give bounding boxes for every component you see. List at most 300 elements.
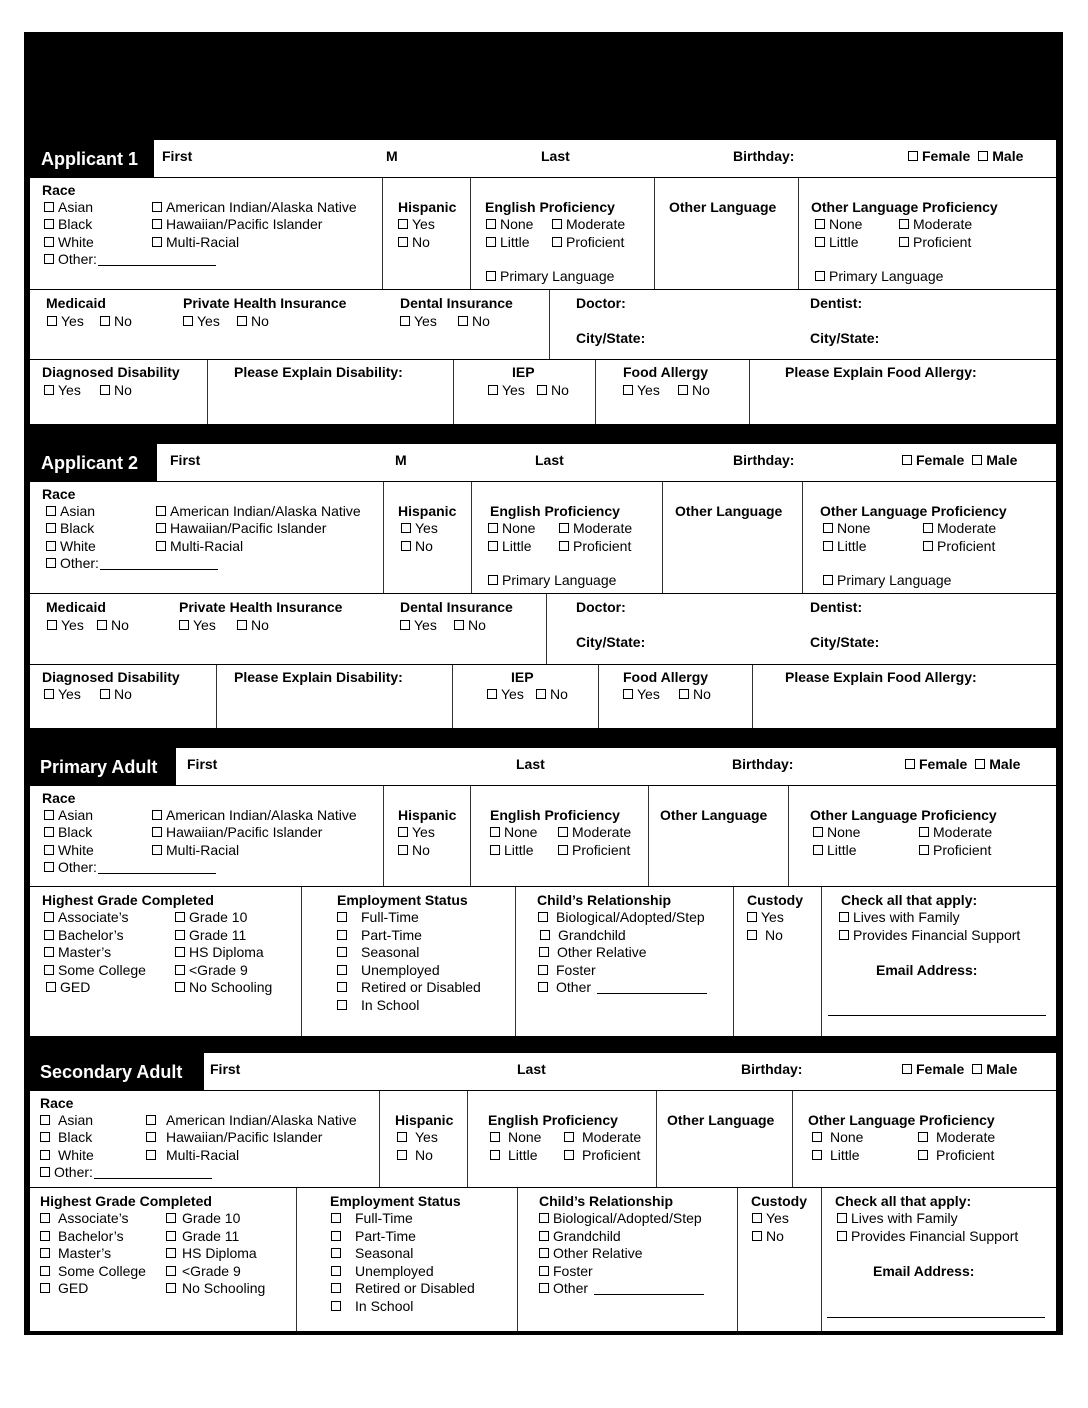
checkbox-icon[interactable] xyxy=(558,845,568,855)
race-hawaiian[interactable] xyxy=(152,824,322,840)
grade-less-than-9[interactable] xyxy=(175,962,248,978)
medicaid-no[interactable] xyxy=(97,617,129,633)
checkbox-icon[interactable] xyxy=(152,845,162,855)
doctor-city-state-field[interactable]: City/State: xyxy=(576,634,646,650)
checkbox-icon[interactable] xyxy=(813,827,823,837)
grade-masters[interactable] xyxy=(44,944,111,960)
checkbox-icon[interactable] xyxy=(331,1213,341,1223)
checkbox-icon[interactable] xyxy=(899,219,909,229)
checkbox-icon[interactable] xyxy=(400,620,410,630)
hispanic-yes[interactable] xyxy=(397,1129,438,1145)
checkbox-icon[interactable] xyxy=(899,237,909,247)
checkbox-icon[interactable] xyxy=(146,1150,156,1160)
employment-part-time[interactable] xyxy=(337,927,422,943)
checkbox-icon[interactable] xyxy=(398,219,408,229)
other-lang-moderate[interactable] xyxy=(919,824,992,840)
hispanic-yes[interactable] xyxy=(398,824,435,840)
checkbox-icon[interactable] xyxy=(538,982,548,992)
checkbox-icon[interactable] xyxy=(540,930,550,940)
race-american-indian[interactable] xyxy=(152,199,357,215)
explain-food-allergy-field[interactable] xyxy=(752,665,1056,728)
checkbox-icon[interactable] xyxy=(552,219,562,229)
dental-insurance-no[interactable] xyxy=(454,617,486,633)
food-allergy-yes[interactable] xyxy=(623,686,660,702)
race-asian[interactable] xyxy=(46,503,95,519)
medicaid-yes[interactable] xyxy=(47,313,84,329)
checkbox-icon[interactable] xyxy=(44,385,54,395)
english-little[interactable] xyxy=(486,234,530,250)
birthday-field[interactable]: Birthday: xyxy=(733,148,795,164)
hispanic-yes[interactable] xyxy=(401,520,438,536)
checkbox-icon[interactable] xyxy=(823,523,833,533)
checkbox-icon[interactable] xyxy=(839,930,849,940)
checkbox-icon[interactable] xyxy=(46,541,56,551)
checkbox-icon[interactable] xyxy=(47,620,57,630)
other-specify-field[interactable] xyxy=(94,1166,212,1179)
dentist-city-state-field[interactable]: City/State: xyxy=(810,634,880,650)
employment-unemployed[interactable] xyxy=(331,1263,434,1279)
employment-in-school[interactable] xyxy=(337,997,419,1013)
custody-no[interactable] xyxy=(747,927,783,943)
female-checkbox[interactable] xyxy=(905,759,915,769)
checkbox-icon[interactable] xyxy=(559,523,569,533)
relationship-other[interactable] xyxy=(538,979,707,995)
checkbox-icon[interactable] xyxy=(152,202,162,212)
checkbox-icon[interactable] xyxy=(44,862,54,872)
checkbox-icon[interactable] xyxy=(539,947,549,957)
checkbox-icon[interactable] xyxy=(823,575,833,585)
race-black[interactable] xyxy=(44,824,92,840)
english-none[interactable] xyxy=(488,520,535,536)
hispanic-no[interactable] xyxy=(398,842,430,858)
checkbox-icon[interactable] xyxy=(331,1248,341,1258)
last-name-field[interactable]: Last xyxy=(517,1061,546,1077)
other-lang-moderate[interactable] xyxy=(918,1129,995,1145)
checkbox-icon[interactable] xyxy=(488,385,498,395)
female-checkbox[interactable] xyxy=(908,151,918,161)
race-multi-racial[interactable] xyxy=(152,842,239,858)
checkbox-icon[interactable] xyxy=(490,845,500,855)
checkbox-icon[interactable] xyxy=(919,845,929,855)
explain-disability-field[interactable] xyxy=(216,665,452,728)
email-address-field[interactable] xyxy=(828,1015,1046,1016)
checkbox-icon[interactable] xyxy=(40,1150,50,1160)
relationship-foster[interactable] xyxy=(539,1263,593,1279)
checkbox-icon[interactable] xyxy=(337,947,347,957)
checkbox-icon[interactable] xyxy=(44,947,54,957)
race-black[interactable] xyxy=(44,216,92,232)
checkbox-icon[interactable] xyxy=(44,930,54,940)
race-other[interactable] xyxy=(40,1164,212,1180)
grade-10[interactable] xyxy=(166,1210,240,1226)
grade-11[interactable] xyxy=(166,1228,239,1244)
disability-yes[interactable] xyxy=(44,382,81,398)
employment-unemployed[interactable] xyxy=(337,962,440,978)
other-specify-field[interactable] xyxy=(98,861,216,874)
middle-initial-field[interactable]: M xyxy=(395,452,407,468)
birthday-field[interactable]: Birthday: xyxy=(733,452,795,468)
race-other[interactable] xyxy=(46,555,218,571)
private-insurance-no[interactable] xyxy=(237,313,269,329)
iep-yes[interactable] xyxy=(488,382,525,398)
checkbox-icon[interactable] xyxy=(537,385,547,395)
checkbox-icon[interactable] xyxy=(539,1266,549,1276)
checkbox-icon[interactable] xyxy=(152,219,162,229)
checkbox-icon[interactable] xyxy=(923,541,933,551)
checkbox-icon[interactable] xyxy=(46,506,56,516)
checkbox-icon[interactable] xyxy=(44,237,54,247)
checkbox-icon[interactable] xyxy=(156,523,166,533)
custody-yes[interactable] xyxy=(752,1210,789,1226)
grade-less-than-9[interactable] xyxy=(166,1263,241,1279)
custody-no[interactable] xyxy=(752,1228,784,1244)
medicaid-no[interactable] xyxy=(100,313,132,329)
grade-no-schooling[interactable] xyxy=(166,1280,265,1296)
checkbox-icon[interactable] xyxy=(175,965,185,975)
other-lang-primary-language[interactable] xyxy=(815,268,943,284)
grade-bachelors[interactable] xyxy=(44,927,124,943)
disability-yes[interactable] xyxy=(44,686,81,702)
grade-some-college[interactable] xyxy=(40,1263,146,1279)
race-black[interactable] xyxy=(40,1129,92,1145)
race-hawaiian[interactable] xyxy=(146,1129,322,1145)
checkbox-icon[interactable] xyxy=(490,827,500,837)
checkbox-icon[interactable] xyxy=(623,689,633,699)
middle-initial-field[interactable]: M xyxy=(386,148,398,164)
checkbox-icon[interactable] xyxy=(152,810,162,820)
checkbox-icon[interactable] xyxy=(539,1248,549,1258)
checkbox-icon[interactable] xyxy=(918,1132,928,1142)
grade-10[interactable] xyxy=(175,909,247,925)
checkbox-icon[interactable] xyxy=(401,523,411,533)
grade-associates[interactable] xyxy=(40,1210,129,1226)
employment-full-time[interactable] xyxy=(337,909,419,925)
checkbox-icon[interactable] xyxy=(331,1283,341,1293)
checkbox-icon[interactable] xyxy=(678,385,688,395)
relationship-biological[interactable] xyxy=(538,909,705,925)
first-name-field[interactable]: First xyxy=(162,148,193,164)
checkbox-icon[interactable] xyxy=(40,1167,50,1177)
checkbox-icon[interactable] xyxy=(46,558,56,568)
hispanic-yes[interactable] xyxy=(398,216,435,232)
checkbox-icon[interactable] xyxy=(331,1231,341,1241)
provides-financial-support[interactable] xyxy=(837,1228,1018,1244)
race-black[interactable] xyxy=(46,520,94,536)
private-insurance-yes[interactable] xyxy=(183,313,220,329)
checkbox-icon[interactable] xyxy=(152,237,162,247)
english-moderate[interactable] xyxy=(552,216,625,232)
checkbox-icon[interactable] xyxy=(486,271,496,281)
race-other[interactable] xyxy=(44,251,216,267)
employment-in-school[interactable] xyxy=(331,1298,413,1314)
private-insurance-yes[interactable] xyxy=(179,617,216,633)
dental-insurance-no[interactable] xyxy=(458,313,490,329)
email-address-field[interactable] xyxy=(827,1317,1045,1318)
race-american-indian[interactable] xyxy=(156,503,361,519)
grade-some-college[interactable] xyxy=(44,962,146,978)
checkbox-icon[interactable] xyxy=(179,620,189,630)
relationship-foster[interactable] xyxy=(538,962,596,978)
explain-food-allergy-field[interactable] xyxy=(749,360,1056,424)
checkbox-icon[interactable] xyxy=(747,930,757,940)
other-specify-field[interactable] xyxy=(594,1282,704,1295)
checkbox-icon[interactable] xyxy=(44,254,54,264)
other-lang-proficient[interactable] xyxy=(919,842,991,858)
checkbox-icon[interactable] xyxy=(237,316,247,326)
provides-financial-support[interactable] xyxy=(839,927,1020,943)
other-lang-none[interactable] xyxy=(813,824,860,840)
race-hawaiian[interactable] xyxy=(156,520,326,536)
grade-ged[interactable] xyxy=(40,1280,88,1296)
other-lang-proficient[interactable] xyxy=(918,1147,994,1163)
checkbox-icon[interactable] xyxy=(823,541,833,551)
checkbox-icon[interactable] xyxy=(552,237,562,247)
checkbox-icon[interactable] xyxy=(401,541,411,551)
checkbox-icon[interactable] xyxy=(539,1283,549,1293)
grade-hs-diploma[interactable] xyxy=(175,944,264,960)
checkbox-icon[interactable] xyxy=(679,689,689,699)
checkbox-icon[interactable] xyxy=(100,689,110,699)
checkbox-icon[interactable] xyxy=(166,1231,176,1241)
checkbox-icon[interactable] xyxy=(44,845,54,855)
checkbox-icon[interactable] xyxy=(564,1150,574,1160)
relationship-other[interactable] xyxy=(539,1280,704,1296)
checkbox-icon[interactable] xyxy=(40,1248,50,1258)
dentist-field[interactable]: Dentist: xyxy=(810,599,863,615)
checkbox-icon[interactable] xyxy=(44,810,54,820)
english-moderate[interactable] xyxy=(558,824,631,840)
checkbox-icon[interactable] xyxy=(46,982,56,992)
race-white[interactable] xyxy=(46,538,96,554)
checkbox-icon[interactable] xyxy=(175,930,185,940)
checkbox-icon[interactable] xyxy=(44,202,54,212)
checkbox-icon[interactable] xyxy=(100,316,110,326)
checkbox-icon[interactable] xyxy=(44,689,54,699)
checkbox-icon[interactable] xyxy=(919,827,929,837)
english-little[interactable] xyxy=(490,1147,538,1163)
grade-11[interactable] xyxy=(175,927,246,943)
checkbox-icon[interactable] xyxy=(559,541,569,551)
checkbox-icon[interactable] xyxy=(337,912,347,922)
race-multi-racial[interactable] xyxy=(146,1147,239,1163)
checkbox-icon[interactable] xyxy=(558,827,568,837)
checkbox-icon[interactable] xyxy=(337,930,347,940)
grade-bachelors[interactable] xyxy=(40,1228,124,1244)
male-checkbox[interactable] xyxy=(975,759,985,769)
hispanic-no[interactable] xyxy=(398,234,430,250)
checkbox-icon[interactable] xyxy=(337,1000,347,1010)
other-lang-little[interactable] xyxy=(823,538,867,554)
employment-retired-disabled[interactable] xyxy=(331,1280,475,1296)
dental-insurance-yes[interactable] xyxy=(400,313,437,329)
dentist-field[interactable]: Dentist: xyxy=(810,295,863,311)
checkbox-icon[interactable] xyxy=(166,1213,176,1223)
checkbox-icon[interactable] xyxy=(536,689,546,699)
checkbox-icon[interactable] xyxy=(44,965,54,975)
checkbox-icon[interactable] xyxy=(752,1231,762,1241)
english-proficient[interactable] xyxy=(559,538,631,554)
checkbox-icon[interactable] xyxy=(458,316,468,326)
checkbox-icon[interactable] xyxy=(487,689,497,699)
race-white[interactable] xyxy=(40,1147,94,1163)
english-proficient[interactable] xyxy=(552,234,624,250)
checkbox-icon[interactable] xyxy=(337,965,347,975)
checkbox-icon[interactable] xyxy=(166,1283,176,1293)
relationship-grandchild[interactable] xyxy=(540,927,626,943)
race-other[interactable] xyxy=(44,859,216,875)
other-lang-none[interactable] xyxy=(812,1129,863,1145)
english-none[interactable] xyxy=(490,824,537,840)
custody-yes[interactable] xyxy=(747,909,784,925)
checkbox-icon[interactable] xyxy=(146,1132,156,1142)
other-specify-field[interactable] xyxy=(597,981,707,994)
checkbox-icon[interactable] xyxy=(398,237,408,247)
checkbox-icon[interactable] xyxy=(564,1132,574,1142)
birthday-field[interactable]: Birthday: xyxy=(732,756,794,772)
race-american-indian[interactable] xyxy=(152,807,357,823)
checkbox-icon[interactable] xyxy=(40,1266,50,1276)
checkbox-icon[interactable] xyxy=(539,1213,549,1223)
male-checkbox[interactable] xyxy=(972,455,982,465)
checkbox-icon[interactable] xyxy=(815,219,825,229)
birthday-field[interactable]: Birthday: xyxy=(741,1061,803,1077)
checkbox-icon[interactable] xyxy=(152,827,162,837)
checkbox-icon[interactable] xyxy=(623,385,633,395)
doctor-field[interactable]: Doctor: xyxy=(576,295,626,311)
disability-no[interactable] xyxy=(100,686,132,702)
race-multi-racial[interactable] xyxy=(156,538,243,554)
english-none[interactable] xyxy=(490,1129,541,1145)
english-moderate[interactable] xyxy=(564,1129,641,1145)
relationship-other-relative[interactable] xyxy=(539,1245,642,1261)
checkbox-icon[interactable] xyxy=(837,1231,847,1241)
employment-seasonal[interactable] xyxy=(337,944,419,960)
english-little[interactable] xyxy=(488,538,532,554)
hispanic-no[interactable] xyxy=(397,1147,433,1163)
grade-masters[interactable] xyxy=(40,1245,111,1261)
checkbox-icon[interactable] xyxy=(183,316,193,326)
checkbox-icon[interactable] xyxy=(156,541,166,551)
checkbox-icon[interactable] xyxy=(337,982,347,992)
grade-hs-diploma[interactable] xyxy=(166,1245,257,1261)
other-lang-little[interactable] xyxy=(815,234,859,250)
iep-no[interactable] xyxy=(536,686,568,702)
employment-full-time[interactable] xyxy=(331,1210,413,1226)
checkbox-icon[interactable] xyxy=(488,541,498,551)
food-allergy-no[interactable] xyxy=(679,686,711,702)
other-lang-none[interactable] xyxy=(815,216,862,232)
checkbox-icon[interactable] xyxy=(918,1150,928,1160)
race-multi-racial[interactable] xyxy=(152,234,239,250)
checkbox-icon[interactable] xyxy=(175,912,185,922)
last-name-field[interactable]: Last xyxy=(535,452,564,468)
race-asian[interactable] xyxy=(44,807,93,823)
checkbox-icon[interactable] xyxy=(100,385,110,395)
checkbox-icon[interactable] xyxy=(156,506,166,516)
dental-insurance-yes[interactable] xyxy=(400,617,437,633)
checkbox-icon[interactable] xyxy=(40,1115,50,1125)
other-lang-proficient[interactable] xyxy=(923,538,995,554)
checkbox-icon[interactable] xyxy=(490,1150,500,1160)
checkbox-icon[interactable] xyxy=(398,827,408,837)
checkbox-icon[interactable] xyxy=(166,1266,176,1276)
checkbox-icon[interactable] xyxy=(146,1115,156,1125)
grade-no-schooling[interactable] xyxy=(175,979,272,995)
female-checkbox[interactable] xyxy=(902,1064,912,1074)
race-asian[interactable] xyxy=(44,199,93,215)
race-asian[interactable] xyxy=(40,1112,93,1128)
checkbox-icon[interactable] xyxy=(44,912,54,922)
last-name-field[interactable]: Last xyxy=(541,148,570,164)
checkbox-icon[interactable] xyxy=(47,316,57,326)
checkbox-icon[interactable] xyxy=(397,1150,407,1160)
other-lang-moderate[interactable] xyxy=(923,520,996,536)
checkbox-icon[interactable] xyxy=(747,912,757,922)
grade-ged[interactable] xyxy=(46,979,90,995)
other-lang-little[interactable] xyxy=(813,842,857,858)
checkbox-icon[interactable] xyxy=(752,1213,762,1223)
checkbox-icon[interactable] xyxy=(839,912,849,922)
relationship-grandchild[interactable] xyxy=(539,1228,621,1244)
lives-with-family[interactable] xyxy=(839,909,960,925)
checkbox-icon[interactable] xyxy=(331,1301,341,1311)
other-lang-moderate[interactable] xyxy=(899,216,972,232)
lives-with-family[interactable] xyxy=(837,1210,958,1226)
male-checkbox[interactable] xyxy=(972,1064,982,1074)
checkbox-icon[interactable] xyxy=(40,1231,50,1241)
other-specify-field[interactable] xyxy=(98,253,216,266)
checkbox-icon[interactable] xyxy=(40,1213,50,1223)
other-lang-primary-language[interactable] xyxy=(823,572,951,588)
checkbox-icon[interactable] xyxy=(488,575,498,585)
checkbox-icon[interactable] xyxy=(40,1283,50,1293)
food-allergy-yes[interactable] xyxy=(623,382,660,398)
doctor-city-state-field[interactable]: City/State: xyxy=(576,330,646,346)
checkbox-icon[interactable] xyxy=(397,1132,407,1142)
medicaid-yes[interactable] xyxy=(47,617,84,633)
checkbox-icon[interactable] xyxy=(40,1132,50,1142)
checkbox-icon[interactable] xyxy=(46,523,56,533)
checkbox-icon[interactable] xyxy=(166,1248,176,1258)
other-lang-little[interactable] xyxy=(812,1147,860,1163)
english-primary-language[interactable] xyxy=(488,572,616,588)
checkbox-icon[interactable] xyxy=(538,965,548,975)
checkbox-icon[interactable] xyxy=(486,237,496,247)
last-name-field[interactable]: Last xyxy=(516,756,545,772)
english-primary-language[interactable] xyxy=(486,268,614,284)
english-little[interactable] xyxy=(490,842,534,858)
relationship-other-relative[interactable] xyxy=(539,944,646,960)
explain-disability-field[interactable] xyxy=(207,360,453,424)
grade-associates[interactable] xyxy=(44,909,129,925)
checkbox-icon[interactable] xyxy=(815,237,825,247)
checkbox-icon[interactable] xyxy=(837,1213,847,1223)
checkbox-icon[interactable] xyxy=(812,1150,822,1160)
checkbox-icon[interactable] xyxy=(538,912,548,922)
checkbox-icon[interactable] xyxy=(97,620,107,630)
checkbox-icon[interactable] xyxy=(539,1231,549,1241)
checkbox-icon[interactable] xyxy=(815,271,825,281)
checkbox-icon[interactable] xyxy=(488,523,498,533)
relationship-biological[interactable] xyxy=(539,1210,702,1226)
disability-no[interactable] xyxy=(100,382,132,398)
employment-seasonal[interactable] xyxy=(331,1245,413,1261)
english-moderate[interactable] xyxy=(559,520,632,536)
hispanic-no[interactable] xyxy=(401,538,433,554)
race-hawaiian[interactable] xyxy=(152,216,322,232)
checkbox-icon[interactable] xyxy=(175,947,185,957)
race-white[interactable] xyxy=(44,842,94,858)
